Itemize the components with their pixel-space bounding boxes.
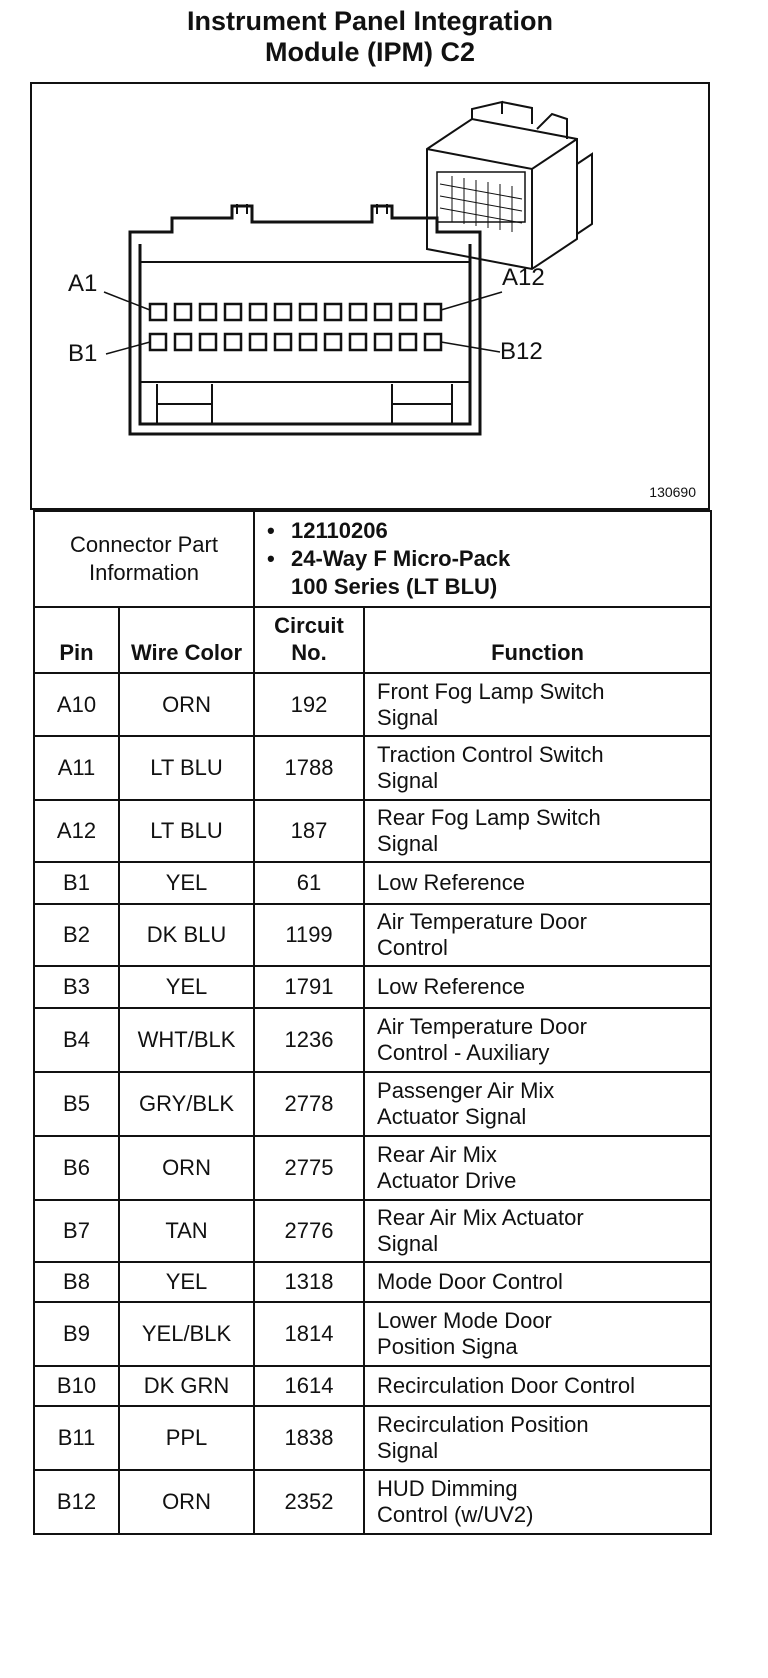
connector-info-row: [34, 511, 711, 607]
wire-color-cell: DK GRN: [119, 1366, 254, 1406]
table-row: [34, 736, 711, 800]
wire-color-cell: ORN: [119, 1136, 254, 1200]
figure-number: 130690: [649, 484, 696, 500]
circuit-cell: 1614: [254, 1366, 364, 1406]
circuit-cell: 1791: [254, 966, 364, 1008]
circuit-cell: 1236: [254, 1008, 364, 1072]
pin-cell: B2: [34, 904, 119, 966]
pin-cell: A12: [34, 800, 119, 862]
table-row: [34, 800, 711, 862]
table-header: [34, 607, 711, 673]
table-row: [34, 1470, 711, 1534]
label-a1: A1: [68, 270, 98, 297]
pin-cell: B12: [34, 1470, 119, 1534]
circuit-cell: 61: [254, 862, 364, 904]
wire-color-cell: YEL: [119, 1262, 254, 1302]
function-cell: Traction Control Switch Signal: [364, 736, 711, 800]
function-cell: Front Fog Lamp Switch Signal: [364, 673, 711, 736]
wire-color-cell: YEL/BLK: [119, 1302, 254, 1366]
table-row: [34, 1406, 711, 1470]
circuit-cell: 1838: [254, 1406, 364, 1470]
table-row: [34, 862, 711, 904]
pin-cell: B5: [34, 1072, 119, 1136]
pin-cell: B1: [34, 862, 119, 904]
pinout-table: [33, 510, 712, 1535]
function-cell: Air Temperature Door Control: [364, 904, 711, 966]
pin-cell: B8: [34, 1262, 119, 1302]
function-cell: Lower Mode Door Position Signa: [364, 1302, 711, 1366]
circuit-cell: 2775: [254, 1136, 364, 1200]
connector-info-list: • 12110206 • 24-Way F Micro-Pack 100 Series (LT BLU): [254, 511, 711, 607]
pin-cell: B4: [34, 1008, 119, 1072]
page-title: [0, 6, 740, 68]
pin-cell: B6: [34, 1136, 119, 1200]
pin-cell: B11: [34, 1406, 119, 1470]
pin-cell: B9: [34, 1302, 119, 1366]
wire-color-cell: TAN: [119, 1200, 254, 1262]
wire-color-cell: ORN: [119, 1470, 254, 1534]
circuit-cell: 2776: [254, 1200, 364, 1262]
table-row: [34, 1136, 711, 1200]
circuit-cell: 2778: [254, 1072, 364, 1136]
circuit-cell: 1788: [254, 736, 364, 800]
table-row: [34, 1200, 711, 1262]
pin-cell: B10: [34, 1366, 119, 1406]
pin-cell: A11: [34, 736, 119, 800]
table-row: [34, 966, 711, 1008]
function-cell: Recirculation Position Signal: [364, 1406, 711, 1470]
circuit-cell: 1199: [254, 904, 364, 966]
function-cell: HUD Dimming Control (w/UV2): [364, 1470, 711, 1534]
circuit-cell: 1814: [254, 1302, 364, 1366]
pin-cell: B7: [34, 1200, 119, 1262]
table-row: [34, 1366, 711, 1406]
circuit-cell: 192: [254, 673, 364, 736]
wire-color-cell: LT BLU: [119, 800, 254, 862]
wire-color-cell: DK BLU: [119, 904, 254, 966]
circuit-cell: 2352: [254, 1470, 364, 1534]
header-pin: Pin: [34, 607, 119, 673]
table-row: [34, 1262, 711, 1302]
title-line-2: Module (IPM) C2: [265, 37, 475, 67]
connector-type: 24-Way F Micro-Pack: [291, 546, 511, 571]
wire-color-cell: YEL: [119, 862, 254, 904]
label-b1: B1: [68, 340, 98, 367]
circuit-cell: 187: [254, 800, 364, 862]
circuit-cell: 1318: [254, 1262, 364, 1302]
function-cell: Rear Fog Lamp Switch Signal: [364, 800, 711, 862]
label-a12: A12: [502, 264, 545, 291]
connector-info-label: Connector Part Information: [34, 511, 254, 607]
wire-color-cell: PPL: [119, 1406, 254, 1470]
connector-part-number: 12110206: [291, 518, 388, 543]
connector-3d-sketch: [427, 102, 592, 269]
header-function: Function: [364, 607, 711, 673]
wire-color-cell: LT BLU: [119, 736, 254, 800]
table-row: [34, 1072, 711, 1136]
table-row: [34, 1302, 711, 1366]
pin-cell: B3: [34, 966, 119, 1008]
connector-series: 100 Series (LT BLU): [291, 574, 498, 599]
function-cell: Passenger Air Mix Actuator Signal: [364, 1072, 711, 1136]
title-line-1: Instrument Panel Integration: [186, 6, 554, 36]
connector-drawing: [32, 84, 708, 508]
function-cell: Low Reference: [364, 862, 711, 904]
function-cell: Low Reference: [364, 966, 711, 1008]
function-cell: Mode Door Control: [364, 1262, 711, 1302]
wire-color-cell: GRY/BLK: [119, 1072, 254, 1136]
function-cell: Air Temperature Door Control - Auxiliary: [364, 1008, 711, 1072]
function-cell: Rear Air Mix Actuator Drive: [364, 1136, 711, 1200]
function-cell: Rear Air Mix Actuator Signal: [364, 1200, 711, 1262]
wire-color-cell: ORN: [119, 673, 254, 736]
label-b12: B12: [500, 338, 543, 365]
wire-color-cell: YEL: [119, 966, 254, 1008]
connector-diagram: [30, 82, 710, 510]
pin-cavities: [150, 304, 441, 350]
table-row: [34, 673, 711, 736]
header-circuit-no: Circuit No.: [254, 607, 364, 673]
header-wire-color: Wire Color: [119, 607, 254, 673]
table-row: [34, 1008, 711, 1072]
wire-color-cell: WHT/BLK: [119, 1008, 254, 1072]
pin-cell: A10: [34, 673, 119, 736]
leader-lines: [104, 292, 502, 354]
function-cell: Recirculation Door Control: [364, 1366, 711, 1406]
table-row: [34, 904, 711, 966]
